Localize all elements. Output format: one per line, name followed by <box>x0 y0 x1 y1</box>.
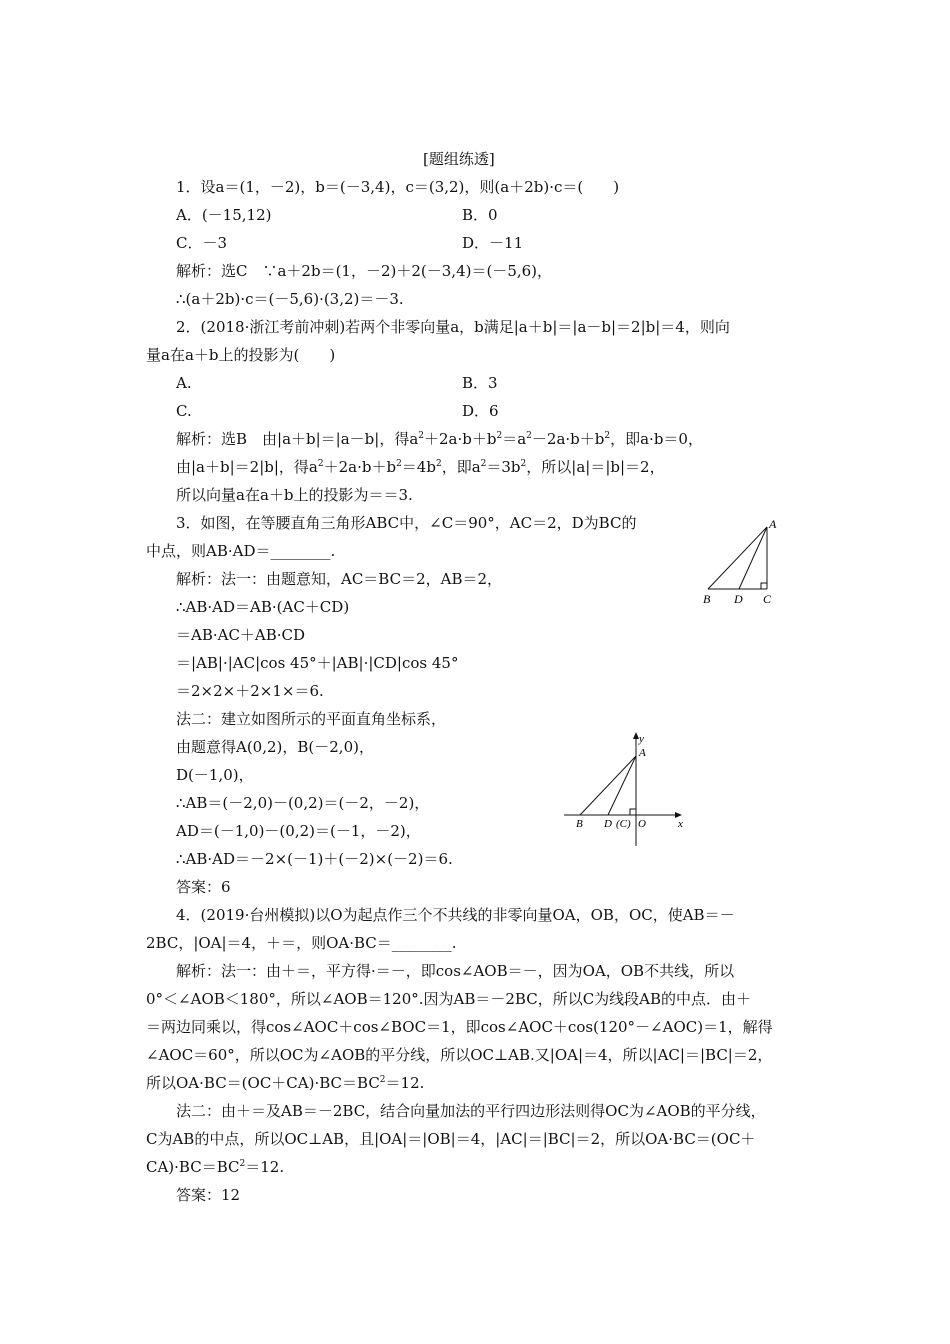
segment-ab <box>580 756 636 815</box>
segment-ad <box>739 527 767 589</box>
label-d: D <box>604 818 612 830</box>
q2-option-d: D．6 <box>462 402 499 420</box>
q4-solution-line-4: ∠AOC＝60°，所以OC为∠AOB的平分线，所以OC⊥AB.又|OA|＝4，所以|AC|＝|BC|＝2， <box>146 1046 773 1064</box>
q4-solution-line-1: 解析：法一：由＋＝，平方得·＝－，即cos∠AOB＝－，因为OA，OB不共线，所以 <box>176 962 735 980</box>
q3-solution-line-2: ∴AB·AD＝AB·(AC＋CD) <box>176 598 350 616</box>
q3-stem-line-1: 3．如图，在等腰直角三角形ABC中，∠C＝90°，AC＝2，D为BC的 <box>176 514 637 532</box>
label-c: C <box>763 592 772 606</box>
q2-solution-line-3: 所以向量a在a＋b上的投影为＝＝3. <box>176 486 413 504</box>
q4-solution-line-5: 所以$OA\cdot BC=(OC+CA)\cdot BC=BC^2=12$. <box>146 1074 425 1092</box>
q4-stem-line-1: 4．(2019·台州模拟)以O为起点作三个不共线的非零向量OA，OB，OC，使AB＝－ <box>176 906 735 924</box>
right-angle-mark <box>630 809 636 815</box>
q1-option-c: C．－3 <box>176 234 228 252</box>
q4-method2-line-3: $CA)\cdot BC=BC^2=12$. <box>146 1158 285 1176</box>
q2-option-c: C. <box>176 402 192 420</box>
q3-solution-line-5: ＝2×2×＋2×1×＝6. <box>176 682 324 700</box>
q3-answer: 答案：6 <box>176 878 231 896</box>
q1-option-a: A．(－15,12) <box>176 206 272 224</box>
segment-ab <box>708 527 767 589</box>
q3-method2-line-4: ∴AB＝(－2,0)－(0,2)＝(－2，－2)， <box>176 794 430 812</box>
label-b: B <box>703 592 711 606</box>
q2-option-a: A. <box>176 374 192 392</box>
q3-method2-line-5: AD＝(－1,0)－(0,2)＝(－1，－2)， <box>176 822 421 840</box>
q3-method2-line-1: 法二：建立如图所示的平面直角坐标系， <box>176 710 447 728</box>
q3-solution-line-4: ＝|AB|·|AC|cos 45°＋|AB|·|CD|cos 45° <box>176 654 459 672</box>
label-o: O <box>638 818 646 830</box>
segment-ad <box>608 756 636 815</box>
q1-solution-line-1: 解析：选C ∵a＋2b＝(1，－2)＋2(－3,4)＝(－5,6)， <box>176 262 553 280</box>
q3-method2-line-2: 由题意得A(0,2)，B(－2,0)， <box>176 738 374 756</box>
q4-solution-line-2: 0°＜∠AOB＜180°，所以∠AOB＝120°.因为AB＝－2BC，所以C为线段AB的中点．由＋ <box>146 990 752 1008</box>
q4-method2-line-1: 法二：由＋＝及AB＝－2BC，结合向量加法的平行四边形法则得OC为∠AOB的平分线， <box>176 1102 766 1120</box>
q2-solution-line-1: 解析：选B 由|a＋b|＝|a－b|，得$a^2+2a\cdot b+b^2=a^2-2a\cdot b+b^2$，即a·b＝0， <box>176 430 703 448</box>
label-b: B <box>576 818 583 830</box>
label-c: (C) <box>616 818 631 830</box>
coordinate-figure <box>560 728 690 848</box>
q3-solution-line-1: 解析：法一：由题意知，AC＝BC＝2，AB＝2， <box>176 570 503 588</box>
q1-stem: 1．设a＝(1，－2)，b＝(－3,4)，c＝(3,2)，则(a＋2b)·c＝( ) <box>176 178 620 196</box>
label-a: A <box>639 747 646 759</box>
right-angle-mark <box>761 583 767 589</box>
q3-stem-line-2: 中点，则AB·AD＝________. <box>146 542 336 560</box>
q1-option-b: B．0 <box>462 206 498 224</box>
q4-solution-line-3: ＝两边同乘以，得cos∠AOC＋cos∠BOC＝1，即cos∠AOC＋cos(120°－∠AOC)＝1，解得 <box>146 1018 773 1036</box>
section-heading: [题组练透] <box>423 150 495 168</box>
q4-method2-line-2: C为AB的中点，所以OC⊥AB，且|OA|＝|OB|＝4，|AC|＝|BC|＝2，所以OA·BC＝(OC＋ <box>146 1130 756 1148</box>
label-d: D <box>734 592 743 606</box>
label-y: y <box>639 733 644 745</box>
q1-solution-line-2: ∴(a＋2b)·c＝(－5,6)·(3,2)＝－3. <box>176 290 404 308</box>
q2-stem-line-2: 量a在a＋b上的投影为( ) <box>146 346 336 364</box>
q3-method2-line-3: D(－1,0)， <box>176 766 254 784</box>
label-a: A <box>769 517 777 531</box>
q3-solution-line-3: ＝AB·AC＋AB·CD <box>176 626 306 644</box>
label-x: x <box>678 818 683 830</box>
q2-option-b: B．3 <box>462 374 498 392</box>
q4-stem-line-2: 2BC，|OA|＝4，＋＝，则OA·BC＝________. <box>146 934 457 952</box>
q2-stem-line-1: 2．(2018·浙江考前冲刺)若两个非零向量a，b满足|a＋b|＝|a－b|＝2|b|＝4，则向 <box>176 318 730 336</box>
q2-solution-line-2: 由|a＋b|＝2|b|，得$a^2+2a\cdot b+b^2=4b^2$，即$a^2=3b^2$，所以|a|＝|b|＝2， <box>176 458 665 476</box>
q4-answer: 答案：12 <box>176 1186 241 1204</box>
q1-option-d: D．－11 <box>462 234 524 252</box>
triangle-figure <box>700 515 790 610</box>
q3-method2-line-6: ∴AB·AD＝－2×(－1)＋(－2)×(－2)＝6. <box>176 850 453 868</box>
